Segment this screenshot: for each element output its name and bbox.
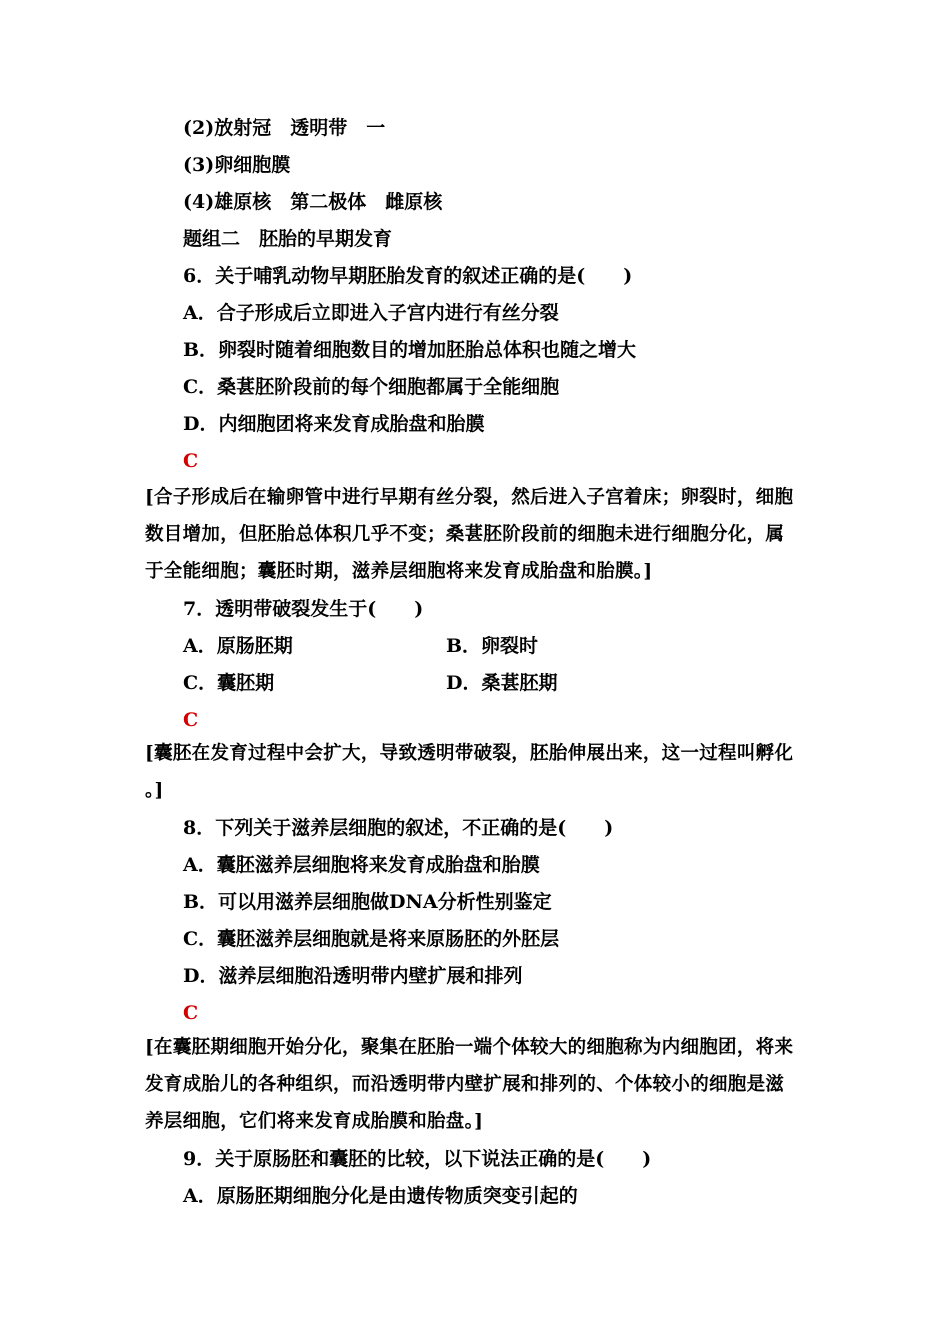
q6-option-b: B．卵裂时随着细胞数目的增加胚胎总体积也随之增大 bbox=[183, 339, 637, 361]
q7-explanation-line-1: [囊胚在发育过程中会扩大，导致透明带破裂，胚胎伸展出来，这一过程叫孵化 bbox=[145, 743, 794, 764]
q6-explanation-line-2: 数目增加，但胚胎总体积几乎不变；桑葚胚阶段前的细胞未进行细胞分化，属 bbox=[145, 524, 785, 545]
question-8: 8．下列关于滋养层细胞的叙述，不正确的是( ) bbox=[183, 817, 614, 839]
q7-option-b: B．卵裂时 bbox=[446, 635, 539, 657]
q8-answer: C bbox=[183, 1002, 199, 1024]
q6-option-d: D．内细胞团将来发育成胎盘和胎膜 bbox=[183, 413, 485, 435]
q6-explanation-line-1: [合子形成后在输卵管中进行早期有丝分裂，然后进入子宫着床；卵裂时，细胞 bbox=[145, 487, 794, 508]
q7-answer: C bbox=[183, 709, 199, 731]
section-heading: 题组二 胚胎的早期发育 bbox=[183, 228, 393, 250]
q6-option-a: A．合子形成后立即进入子宫内进行有丝分裂 bbox=[183, 302, 559, 324]
q8-option-d: D．滋养层细胞沿透明带内壁扩展和排列 bbox=[183, 965, 523, 987]
q8-explanation-line-2: 发育成胎儿的各种组织，而沿透明带内壁扩展和排列的、个体较小的细胞是滋 bbox=[145, 1074, 785, 1095]
q6-explanation-line-3: 于全能细胞；囊胚时期，滋养层细胞将来发育成胎盘和胎膜。] bbox=[145, 561, 653, 582]
question-6: 6．关于哺乳动物早期胚胎发育的叙述正确的是( ) bbox=[183, 265, 633, 287]
q7-option-c: C．囊胚期 bbox=[183, 672, 275, 694]
q6-option-c: C．桑葚胚阶段前的每个细胞都属于全能细胞 bbox=[183, 376, 560, 398]
q8-option-c: C．囊胚滋养层细胞就是将来原肠胚的外胚层 bbox=[183, 928, 560, 950]
q6-answer: C bbox=[183, 450, 199, 472]
q7-explanation-line-2: 。] bbox=[145, 780, 164, 801]
question-7: 7．透明带破裂发生于( ) bbox=[183, 598, 424, 620]
q8-explanation-line-1: [在囊胚期细胞开始分化，聚集在胚胎一端个体较大的细胞称为内细胞团，将来 bbox=[145, 1037, 794, 1058]
answer-part-3: (3)卵细胞膜 bbox=[183, 154, 291, 176]
answer-part-2: (2)放射冠 透明带 一 bbox=[183, 117, 386, 139]
q8-option-b: B．可以用滋养层细胞做DNA分析性别鉴定 bbox=[183, 891, 552, 913]
q8-explanation-line-3: 养层细胞，它们将来发育成胎膜和胎盘。] bbox=[145, 1111, 484, 1132]
answer-part-4: (4)雄原核 第二极体 雌原核 bbox=[183, 191, 443, 213]
question-9: 9．关于原肠胚和囊胚的比较，以下说法正确的是( ) bbox=[183, 1148, 652, 1170]
q8-option-a: A．囊胚滋养层细胞将来发育成胎盘和胎膜 bbox=[183, 854, 540, 876]
q9-option-a: A．原肠胚期细胞分化是由遗传物质突变引起的 bbox=[183, 1185, 578, 1207]
q7-option-a: A．原肠胚期 bbox=[183, 635, 293, 657]
q7-option-d: D．桑葚胚期 bbox=[446, 672, 558, 694]
